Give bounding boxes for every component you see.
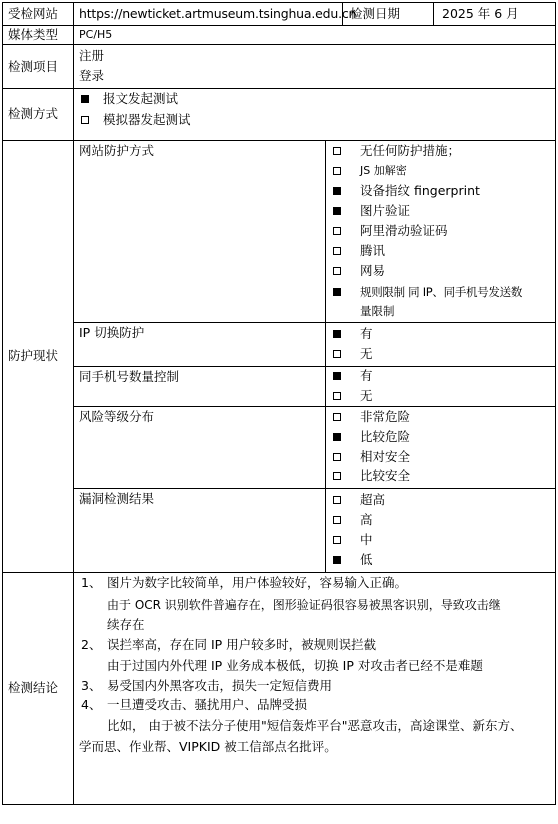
method-label: 检测方式 [8, 106, 59, 121]
conclusion-line: 由于 OCR 识别软件普遍存在，图形验证码很容易被黑客识别，导致攻击继 [107, 598, 501, 612]
protection-label: 防护现状 [8, 348, 59, 363]
option-checkbox[interactable] [333, 187, 341, 195]
row-line [73, 366, 556, 367]
date-label: 检测日期 [350, 6, 401, 21]
conclusion-line: 图片为数字比较简单，用户体验较好，容易输入正确。 [107, 575, 408, 590]
option-checkbox[interactable] [333, 556, 341, 564]
border-bottom [2, 804, 556, 805]
conclusion-line: 比如， 由于被不法分子使用"短信轰炸平台"恶意攻击，高途课堂、新东方、 [107, 718, 523, 733]
option-checkbox[interactable] [333, 330, 341, 338]
option-checkbox[interactable] [333, 392, 341, 400]
row-line [73, 322, 556, 323]
row-line [73, 488, 556, 489]
col-line [325, 140, 326, 573]
option-label: 高 [360, 512, 373, 527]
option-checkbox[interactable] [333, 147, 341, 155]
option-checkbox[interactable] [333, 433, 341, 441]
option-checkbox[interactable] [333, 453, 341, 461]
option-label: 无任何防护措施； [360, 143, 461, 158]
conclusion-line: 易受国内外黑客攻击，损失一定短信费用 [107, 678, 333, 693]
conclusion-line: 续存在 [107, 617, 145, 632]
option-checkbox[interactable] [333, 496, 341, 504]
item-register: 注册 [79, 48, 105, 63]
option-label: 无 [360, 346, 373, 361]
item-login: 登录 [79, 68, 105, 83]
option-checkbox[interactable] [333, 247, 341, 255]
method-option-checkbox[interactable] [81, 95, 89, 103]
method-option-checkbox[interactable] [81, 116, 89, 124]
media-label: 媒体类型 [8, 27, 59, 42]
option-label: 非常危险 [360, 409, 411, 424]
option-label: 腾讯 [360, 243, 386, 258]
option-checkbox[interactable] [333, 350, 341, 358]
conclusion-number: 3、 [81, 678, 102, 693]
section-title-ip-switch: IP 切换防护 [79, 325, 145, 340]
option-checkbox[interactable] [333, 413, 341, 421]
row-line [2, 140, 556, 141]
option-label: 设备指纹 fingerprint [360, 183, 480, 198]
conclusion-number: 4、 [81, 697, 102, 712]
option-label: 有 [360, 368, 373, 383]
option-label: 有 [360, 326, 373, 341]
option-label: 网易 [360, 263, 386, 278]
row-line [73, 406, 556, 407]
border-right [555, 2, 556, 805]
option-label: 图片验证 [360, 203, 411, 218]
option-checkbox[interactable] [333, 516, 341, 524]
section-title-phone-limit: 同手机号数量控制 [79, 369, 180, 384]
conclusion-number: 1、 [81, 575, 102, 590]
row-line [2, 44, 556, 45]
option-label: JS 加解密 [360, 164, 407, 177]
section-title-vuln-result: 漏洞检测结果 [79, 491, 155, 506]
conclusion-line: 一旦遭受攻击、骚扰用户、品牌受损 [107, 697, 308, 712]
row-line [2, 25, 556, 26]
option-label: 超高 [360, 492, 386, 507]
option-checkbox[interactable] [333, 267, 341, 275]
date-value: 2025 年 6 月 [442, 6, 519, 21]
site-url: https://newticket.artmuseum.tsinghua.edu.cn [79, 6, 357, 21]
option-checkbox[interactable] [333, 207, 341, 215]
option-label: 无 [360, 388, 373, 403]
option-label: 比较危险 [360, 429, 411, 444]
option-label: 低 [360, 552, 373, 567]
border-top [2, 2, 556, 3]
option-label: 规则限制 同 IP、同手机号发送数 [360, 285, 523, 299]
items-label: 检测项目 [8, 59, 59, 74]
option-checkbox[interactable] [333, 372, 341, 380]
option-checkbox[interactable] [333, 536, 341, 544]
option-label: 中 [360, 532, 373, 547]
col-line [433, 2, 434, 26]
conclusion-line: 误拦率高，存在同 IP 用户较多时，被规则误拦截 [107, 637, 377, 652]
border-left [2, 2, 3, 805]
conclusion-line: 学而思、作业帮、VIPKID 被工信部点名批评。 [79, 739, 337, 754]
row-line [2, 572, 556, 573]
option-checkbox[interactable] [333, 227, 341, 235]
option-label: 阿里滑动验证码 [360, 223, 448, 238]
option-label: 比较安全 [360, 468, 411, 483]
row-line [2, 88, 556, 89]
option-label: 相对安全 [360, 449, 411, 464]
section-title-site-protection: 网站防护方式 [79, 143, 155, 158]
media-value: PC/H5 [79, 28, 113, 41]
method-option-label: 报文发起测试 [103, 91, 179, 106]
site-label: 受检网站 [8, 6, 59, 21]
conclusion-label: 检测结论 [8, 680, 59, 695]
conclusion-line: 由于过国内外代理 IP 业务成本极低，切换 IP 对攻击者已经不是难题 [107, 658, 483, 673]
option-checkbox[interactable] [333, 472, 341, 480]
conclusion-number: 2、 [81, 637, 102, 652]
section-title-risk-level: 风险等级分布 [79, 409, 155, 424]
option-label-continued: 量限制 [360, 304, 395, 318]
col-line [73, 2, 74, 805]
option-checkbox[interactable] [333, 167, 341, 175]
method-option-label: 模拟器发起测试 [103, 112, 191, 127]
option-checkbox[interactable] [333, 288, 341, 296]
